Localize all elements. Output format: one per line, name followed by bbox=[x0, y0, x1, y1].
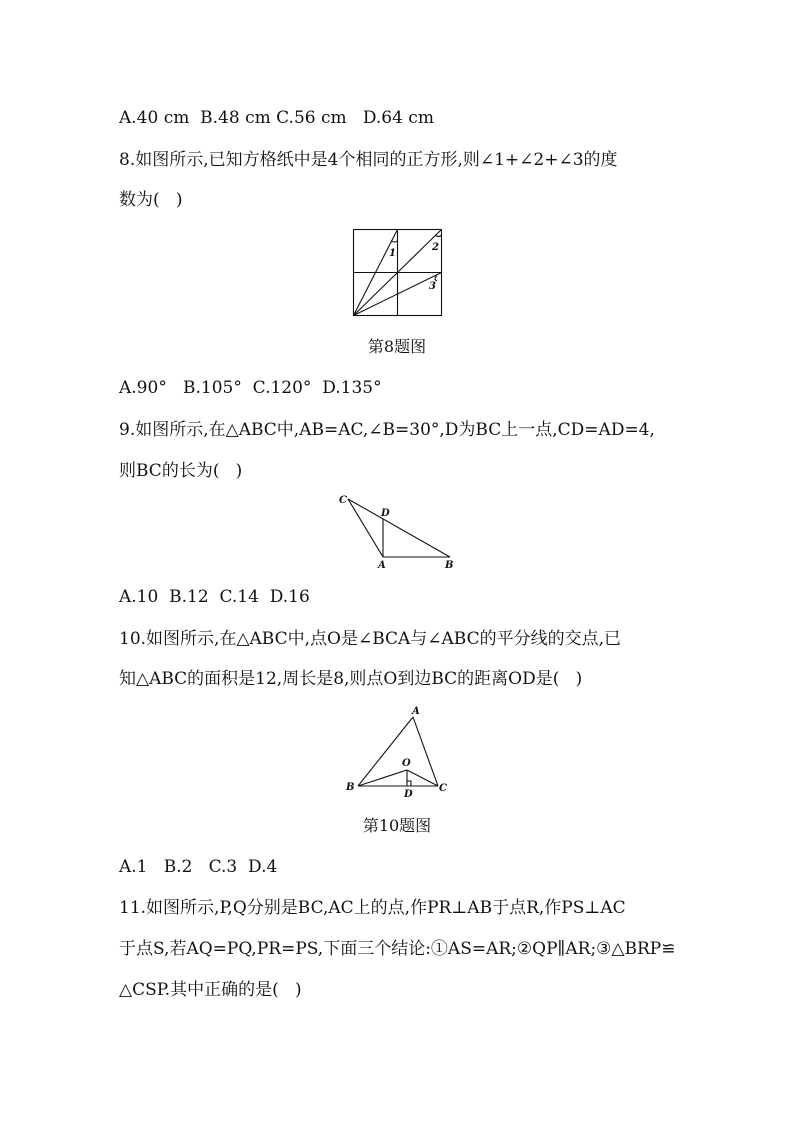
q8-stem-line1: 8.如图所示,已知方格纸中是4个相同的正方形,则∠1+∠2+∠3的度 bbox=[119, 150, 618, 170]
q7-options: A.40 cm B.48 cm C.56 cm D.64 cm bbox=[119, 108, 434, 128]
q9-options: A.10 B.12 C.14 D.16 bbox=[119, 587, 310, 607]
segment-CA bbox=[348, 499, 383, 557]
vertex-label-A: A bbox=[378, 560, 386, 571]
angle-label-1: 1 bbox=[389, 248, 396, 259]
segment-BO bbox=[358, 770, 407, 786]
q11-stem-line2: 于点S,若AQ=PQ,PR=PS,下面三个结论:①AS=AR;②QP∥AR;③△BRP≌ bbox=[119, 939, 676, 959]
q8-options: A.90° B.105° C.120° D.135° bbox=[119, 378, 382, 398]
vertex-label-A: A bbox=[412, 706, 420, 717]
q8-caption: 第8题图 bbox=[367, 337, 427, 356]
right-angle-mark bbox=[407, 781, 411, 786]
q8-stem-line2: 数为( ) bbox=[119, 190, 183, 210]
vertex-label-D: D bbox=[381, 508, 390, 519]
q10-options: A.1 B.2 C.3 D.4 bbox=[119, 857, 278, 877]
q10-caption: 第10题图 bbox=[362, 816, 432, 835]
q11-stem-line3: △CSP.其中正确的是( ) bbox=[119, 980, 302, 1000]
angle-label-3: 3 bbox=[429, 281, 436, 292]
q10-stem-line2: 知△ABC的面积是12,周长是8,则点O到边BC的距离OD是( ) bbox=[119, 669, 583, 689]
angle-label-2: 2 bbox=[432, 242, 439, 253]
q9-stem-line2: 则BC的长为( ) bbox=[119, 461, 243, 481]
q9-triangle-figure bbox=[336, 493, 460, 571]
vertex-label-B: B bbox=[445, 560, 454, 571]
vertex-label-C: C bbox=[339, 495, 347, 506]
vertex-label-O: O bbox=[402, 758, 411, 769]
segment-CB bbox=[348, 499, 450, 557]
q9-stem-line1: 9.如图所示,在△ABC中,AB=AC,∠B=30°,D为BC上一点,CD=AD=4, bbox=[119, 420, 655, 440]
q10-stem-line1: 10.如图所示,在△ABC中,点O是∠BCA与∠ABC的平分线的交点,已 bbox=[119, 629, 622, 649]
angle-1-arc bbox=[391, 241, 398, 242]
q10-triangle-figure bbox=[343, 703, 453, 800]
vertex-label-B: B bbox=[346, 782, 355, 793]
angle-2-arc bbox=[435, 235, 442, 237]
q11-stem-line1: 11.如图所示,P,Q分别是BC,AC上的点,作PR⊥AB于点R,作PS⊥AC bbox=[119, 898, 626, 918]
segment-AB bbox=[358, 717, 413, 786]
q8-grid-figure bbox=[353, 229, 443, 317]
vertex-label-C: C bbox=[439, 783, 447, 794]
vertex-label-D: D bbox=[404, 789, 413, 800]
